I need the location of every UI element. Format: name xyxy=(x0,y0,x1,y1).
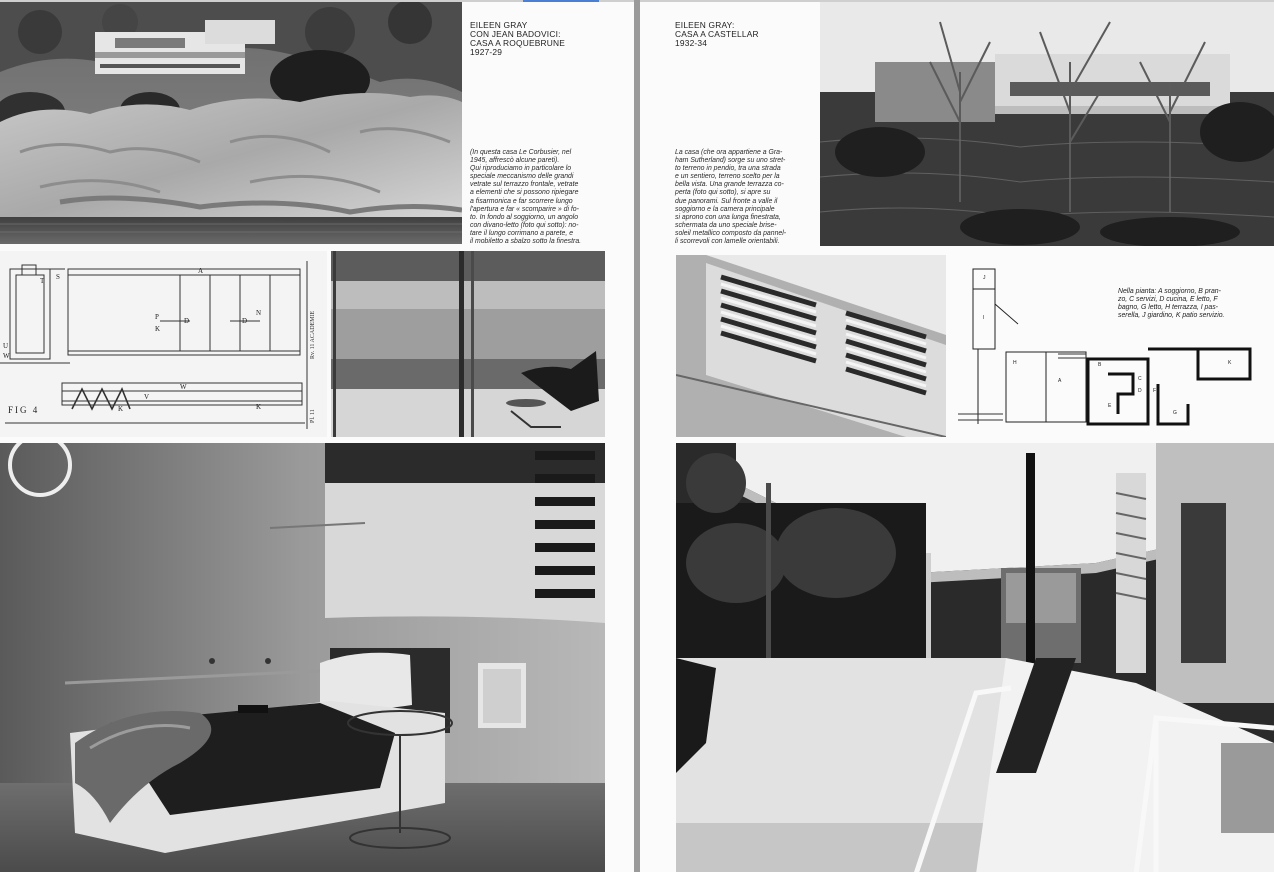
drawing-letter: T xyxy=(40,277,45,285)
plan-letter: F xyxy=(1153,388,1157,394)
photo-terrace-glazing xyxy=(331,251,605,437)
photo-castellar-exterior xyxy=(820,2,1274,246)
heading-line: EILEEN GRAY xyxy=(470,20,528,30)
text-line: e un sentiero, terreno scelto per la xyxy=(675,173,780,181)
caption-line: serella, J giardino, K patio servizio. xyxy=(1118,312,1225,319)
plan-caption xyxy=(1118,288,1258,320)
text-line: (In questa casa Le Corbusier, nel xyxy=(470,149,572,156)
drawing-letter: W xyxy=(3,352,10,360)
text-line: 1945, affrescò alcune pareti). xyxy=(470,157,560,165)
right-page xyxy=(640,2,1274,872)
left-page xyxy=(0,2,634,872)
plan-letter: K xyxy=(1228,360,1232,366)
plan-letter: J xyxy=(983,275,986,281)
caption-line: zo, C servizi, D cucina, E letto, F xyxy=(1118,296,1218,303)
heading-castellar xyxy=(675,21,815,48)
photo-villa-roquebrune-cliff xyxy=(0,2,462,244)
drawing-letter: D xyxy=(242,317,248,325)
heading-line: 1927-29 xyxy=(470,47,503,57)
plan-letter: E xyxy=(1108,403,1112,409)
drawing-window-mechanism xyxy=(0,251,327,437)
plan-letter: G xyxy=(1173,410,1177,416)
text-line: a elementi che si possono ripiegare xyxy=(470,189,579,197)
text-line: to. In fondo al soggiorno, un angolo xyxy=(470,213,579,221)
drawing-fig-label: FIG 4 xyxy=(8,405,40,415)
text-line: tare il lungo corrimano a parete, e xyxy=(470,229,574,237)
drawing-letter: D xyxy=(184,317,190,325)
drawing-letter: N xyxy=(256,309,262,317)
heading-line: CASA A ROQUEBRUNE xyxy=(470,38,566,48)
text-line: si aprono con una lunga finestrata, xyxy=(675,213,781,221)
plan-letter: A xyxy=(1058,378,1062,384)
drawing-letter: V xyxy=(144,393,150,401)
text-line: soggiorno e la camera principale xyxy=(675,205,775,213)
drawing-letter: P xyxy=(155,313,159,321)
heading-roquebrune xyxy=(470,21,630,57)
text-line: La casa (che ora appartiene a Gra- xyxy=(675,149,783,156)
drawing-letter: K xyxy=(155,325,161,333)
body-text-castellar xyxy=(675,149,815,246)
photo-covered-terrace xyxy=(676,443,1274,872)
drawing-letter: K xyxy=(118,405,124,413)
text-line: a fisarmonica e far scorrere lungo xyxy=(470,197,573,205)
text-line: l'apertura e far « scomparire » di fo- xyxy=(470,205,579,213)
text-line: il mobiletto a sbalzo sotto la finestra. xyxy=(470,238,582,246)
drawing-letter: K xyxy=(256,403,262,411)
text-line: soleil metallico composto da pannel- xyxy=(675,229,787,237)
heading-line: EILEEN GRAY: xyxy=(675,20,735,30)
text-line: schermata da uno speciale brise- xyxy=(675,221,777,229)
heading-line: CASA A CASTELLAR xyxy=(675,29,759,39)
drawing-letter: S xyxy=(56,273,60,281)
body-text-roquebrune xyxy=(470,149,630,246)
text-line: bella vista. Una grande terrazza co- xyxy=(675,181,784,189)
photo-bedroom-divan xyxy=(0,443,605,872)
text-line: to terreno in pendio, tra una strada xyxy=(675,165,781,173)
text-line: con divano-letto (foto qui sotto): no- xyxy=(470,221,579,229)
drawing-letter: A xyxy=(198,267,204,275)
plan-letter: H xyxy=(1013,360,1017,366)
text-line: due panorami. Sul fronte a valle il xyxy=(675,197,778,205)
plan-letter: I xyxy=(983,315,985,321)
text-line: Qui riproduciamo in particolare lo xyxy=(470,165,572,173)
text-line: ham Sutherland) sorge su uno stret- xyxy=(675,157,786,165)
caption-line: Nella pianta: A soggiorno, B pran- xyxy=(1118,288,1221,295)
drawing-letter: W xyxy=(180,383,187,391)
heading-line: 1932-34 xyxy=(675,38,708,48)
photo-brise-soleil-shutters xyxy=(676,255,946,437)
drawing-side-label-left: Pl. 11 xyxy=(310,409,316,423)
plan-letter: C xyxy=(1138,376,1142,382)
plan-letter: D xyxy=(1138,388,1142,394)
text-line: vetrate sul terrazzo frontale, vetrate xyxy=(470,181,579,189)
drawing-side-label-right: Rv. 11 ACADEMIE xyxy=(310,310,316,359)
caption-line: bagno, G letto, H terrazza, I pas- xyxy=(1118,304,1218,311)
text-line: li scorrevoli con lamelle orientabili. xyxy=(675,238,780,246)
heading-line: CON JEAN BADOVICI: xyxy=(470,29,561,39)
plan-letter: B xyxy=(1098,362,1102,368)
text-line: perta (foto qui sotto), si apre su xyxy=(675,189,771,197)
drawing-letter: U xyxy=(3,342,9,350)
text-line: speciale meccanismo delle grandi xyxy=(470,173,574,181)
